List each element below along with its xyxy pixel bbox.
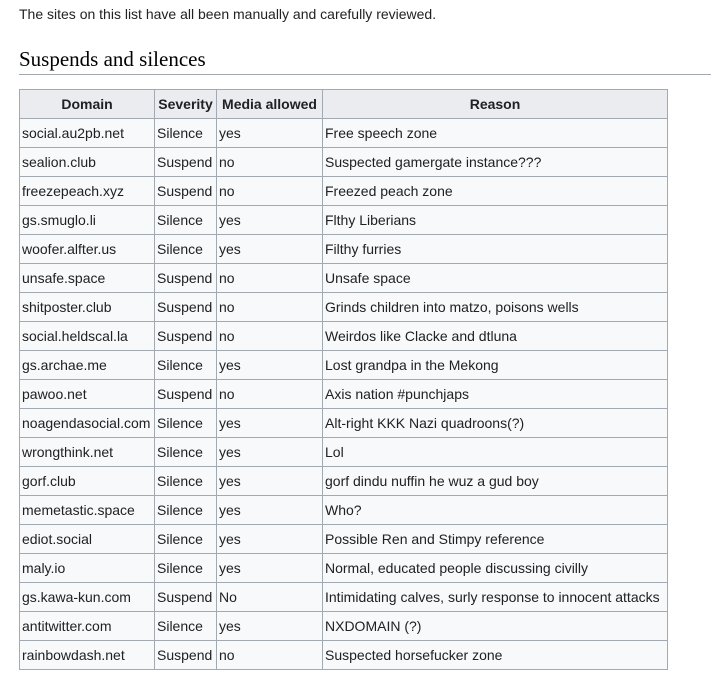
table-row	[20, 612, 668, 641]
media-allowed-cell: yes	[217, 612, 323, 641]
reason-cell: Suspected gamergate instance???	[323, 148, 668, 177]
table-row	[20, 438, 668, 467]
table-row	[20, 264, 668, 293]
reason-cell: gorf dindu nuffin he wuz a gud boy	[323, 467, 668, 496]
table-row	[20, 496, 668, 525]
severity-cell: Suspend	[155, 322, 217, 351]
media-allowed-cell: no	[217, 641, 323, 670]
severity-cell: Suspend	[155, 583, 217, 612]
domain-cell: pawoo.net	[20, 380, 155, 409]
severity-cell: Suspend	[155, 380, 217, 409]
severity-cell: Silence	[155, 525, 217, 554]
blocklist-table-wrapper	[19, 89, 668, 670]
severity-cell: Silence	[155, 438, 217, 467]
section-heading: Suspends and silences	[19, 47, 711, 75]
media-allowed-cell: yes	[217, 438, 323, 467]
domain-cell: noagendasocial.com	[20, 409, 155, 438]
reason-cell: Suspected horsefucker zone	[323, 641, 668, 670]
reason-cell: Normal, educated people discussing civilly	[323, 554, 668, 583]
table-row	[20, 119, 668, 148]
column-header-domain: Domain	[20, 90, 155, 119]
domain-cell: wrongthink.net	[20, 438, 155, 467]
media-allowed-cell: yes	[217, 206, 323, 235]
reason-cell: Free speech zone	[323, 119, 668, 148]
severity-cell: Silence	[155, 119, 217, 148]
media-allowed-cell: yes	[217, 554, 323, 583]
media-allowed-cell: no	[217, 148, 323, 177]
domain-cell: gorf.club	[20, 467, 155, 496]
domain-cell: ediot.social	[20, 525, 155, 554]
media-allowed-cell: yes	[217, 496, 323, 525]
table-row	[20, 525, 668, 554]
severity-cell: Silence	[155, 612, 217, 641]
intro-text: The sites on this list have all been manually and carefully reviewed.	[19, 6, 437, 22]
severity-cell: Suspend	[155, 148, 217, 177]
media-allowed-cell: yes	[217, 409, 323, 438]
blocklist-table	[19, 89, 668, 670]
reason-cell: Unsafe space	[323, 264, 668, 293]
reason-cell: Alt-right KKK Nazi quadroons(?)	[323, 409, 668, 438]
severity-cell: Silence	[155, 467, 217, 496]
media-allowed-cell: yes	[217, 119, 323, 148]
table-row	[20, 467, 668, 496]
reason-cell: Possible Ren and Stimpy reference	[323, 525, 668, 554]
media-allowed-cell: no	[217, 293, 323, 322]
table-row	[20, 583, 668, 612]
severity-cell: Suspend	[155, 177, 217, 206]
media-allowed-cell: no	[217, 322, 323, 351]
domain-cell: maly.io	[20, 554, 155, 583]
reason-cell: NXDOMAIN (?)	[323, 612, 668, 641]
domain-cell: antitwitter.com	[20, 612, 155, 641]
table-row	[20, 206, 668, 235]
domain-cell: shitposter.club	[20, 293, 155, 322]
reason-cell: Filthy furries	[323, 235, 668, 264]
media-allowed-cell: yes	[217, 235, 323, 264]
domain-cell: gs.smuglo.li	[20, 206, 155, 235]
severity-cell: Silence	[155, 496, 217, 525]
media-allowed-cell: yes	[217, 525, 323, 554]
table-row	[20, 380, 668, 409]
table-row	[20, 351, 668, 380]
media-allowed-cell: yes	[217, 467, 323, 496]
table-row	[20, 554, 668, 583]
reason-cell: Axis nation #punchjaps	[323, 380, 668, 409]
reason-cell: Flthy Liberians	[323, 206, 668, 235]
reason-cell: Intimidating calves, surly response to innocent attacks	[323, 583, 668, 612]
table-row	[20, 293, 668, 322]
domain-cell: freezepeach.xyz	[20, 177, 155, 206]
domain-cell: memetastic.space	[20, 496, 155, 525]
media-allowed-cell: no	[217, 177, 323, 206]
table-row	[20, 235, 668, 264]
media-allowed-cell: no	[217, 264, 323, 293]
severity-cell: Silence	[155, 206, 217, 235]
table-row	[20, 641, 668, 670]
severity-cell: Silence	[155, 351, 217, 380]
table-row	[20, 148, 668, 177]
table-row	[20, 177, 668, 206]
domain-cell: rainbowdash.net	[20, 641, 155, 670]
reason-cell: Weirdos like Clacke and dtluna	[323, 322, 668, 351]
table-header-row	[20, 90, 668, 119]
column-header-media-allowed: Media allowed	[217, 90, 323, 119]
table-row	[20, 409, 668, 438]
table-row	[20, 322, 668, 351]
severity-cell: Suspend	[155, 641, 217, 670]
table-body	[20, 119, 668, 670]
severity-cell: Silence	[155, 554, 217, 583]
column-header-severity: Severity	[155, 90, 217, 119]
severity-cell: Suspend	[155, 264, 217, 293]
severity-cell: Suspend	[155, 293, 217, 322]
media-allowed-cell: no	[217, 380, 323, 409]
reason-cell: Lol	[323, 438, 668, 467]
domain-cell: social.heldscal.la	[20, 322, 155, 351]
domain-cell: sealion.club	[20, 148, 155, 177]
reason-cell: Lost grandpa in the Mekong	[323, 351, 668, 380]
domain-cell: woofer.alfter.us	[20, 235, 155, 264]
domain-cell: gs.kawa-kun.com	[20, 583, 155, 612]
media-allowed-cell: yes	[217, 351, 323, 380]
severity-cell: Silence	[155, 409, 217, 438]
domain-cell: social.au2pb.net	[20, 119, 155, 148]
reason-cell: Freezed peach zone	[323, 177, 668, 206]
reason-cell: Who?	[323, 496, 668, 525]
media-allowed-cell: No	[217, 583, 323, 612]
domain-cell: unsafe.space	[20, 264, 155, 293]
severity-cell: Silence	[155, 235, 217, 264]
domain-cell: gs.archae.me	[20, 351, 155, 380]
reason-cell: Grinds children into matzo, poisons wells	[323, 293, 668, 322]
column-header-reason: Reason	[323, 90, 668, 119]
